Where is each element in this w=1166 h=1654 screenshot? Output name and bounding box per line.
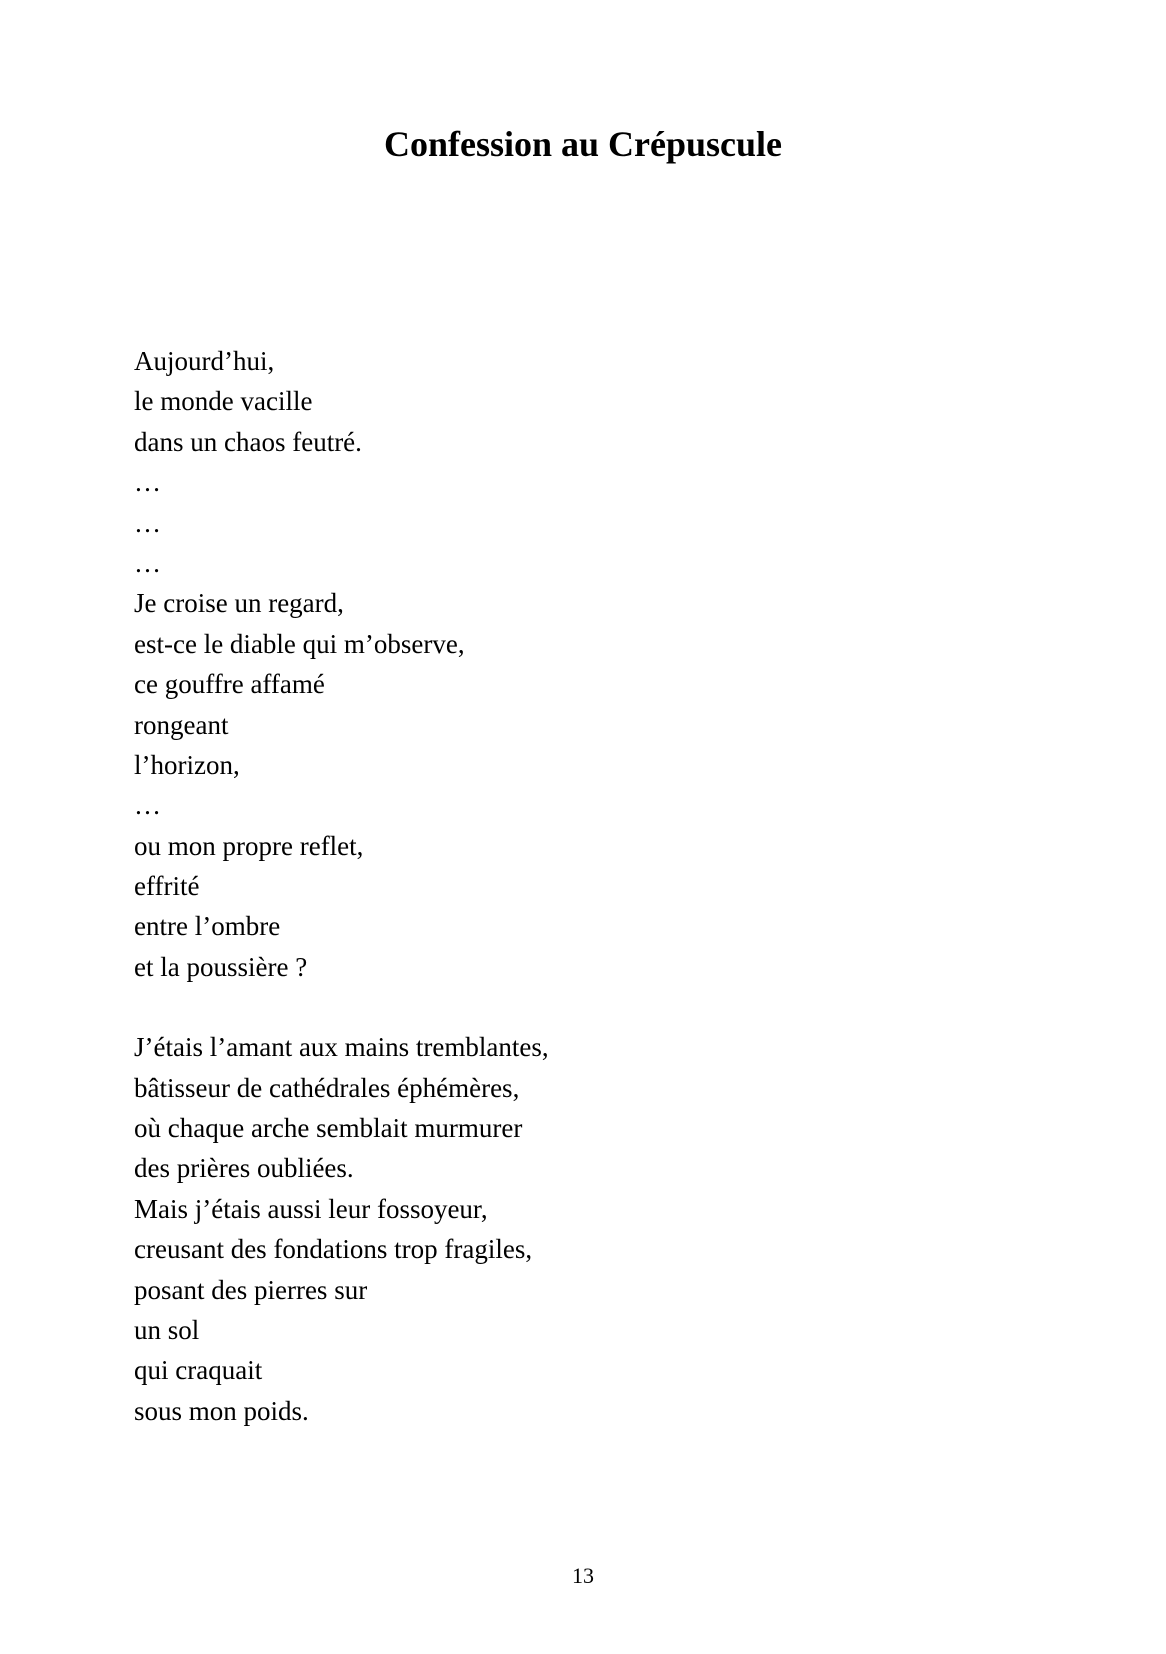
poem-line: sous mon poids. <box>134 1395 309 1426</box>
poem-line: l’horizon, <box>134 749 240 780</box>
poem-line: ce gouffre affamé <box>134 669 325 700</box>
poem-body <box>134 341 1034 1431</box>
page-title: Confession au Crépuscule <box>383 124 783 164</box>
poem-line: rongeant <box>134 709 229 740</box>
poem-line: posant des pierres sur <box>134 1274 368 1305</box>
poem-line: … <box>134 467 161 498</box>
poem-line: un sol <box>134 1314 200 1345</box>
poem-line: … <box>134 790 161 821</box>
poem-line: qui craquait <box>134 1355 263 1386</box>
poem-line: … <box>134 507 161 538</box>
stanza-2 <box>134 1027 1034 1431</box>
poem-line: où chaque arche semblait murmurer <box>134 1113 523 1144</box>
stanza-1 <box>134 341 1034 987</box>
poem-line: … <box>134 547 161 578</box>
poem-line: et la poussière ? <box>134 951 308 982</box>
poem-line: effrité <box>134 871 200 902</box>
poem-line: entre l’ombre <box>134 911 281 942</box>
poem-line: dans un chaos feutré. <box>134 426 362 457</box>
poem-line: ou mon propre reflet, <box>134 830 364 861</box>
page-number: 13 <box>572 1563 594 1588</box>
poem-line: Je croise un regard, <box>134 588 344 619</box>
poem-line: Aujourd’hui, <box>134 346 275 376</box>
poem-line: Mais j’étais aussi leur fossoyeur, <box>134 1193 488 1224</box>
poem-line: bâtisseur de cathédrales éphémères, <box>134 1072 520 1103</box>
poem-line: creusant des fondations trop fragiles, <box>134 1234 533 1265</box>
poem-line: est-ce le diable qui m’observe, <box>134 628 465 659</box>
poem-line: le monde vacille <box>134 386 313 417</box>
poem-line: des prières oubliées. <box>134 1153 354 1184</box>
poem-line: J’étais l’amant aux mains tremblantes, <box>134 1032 549 1063</box>
